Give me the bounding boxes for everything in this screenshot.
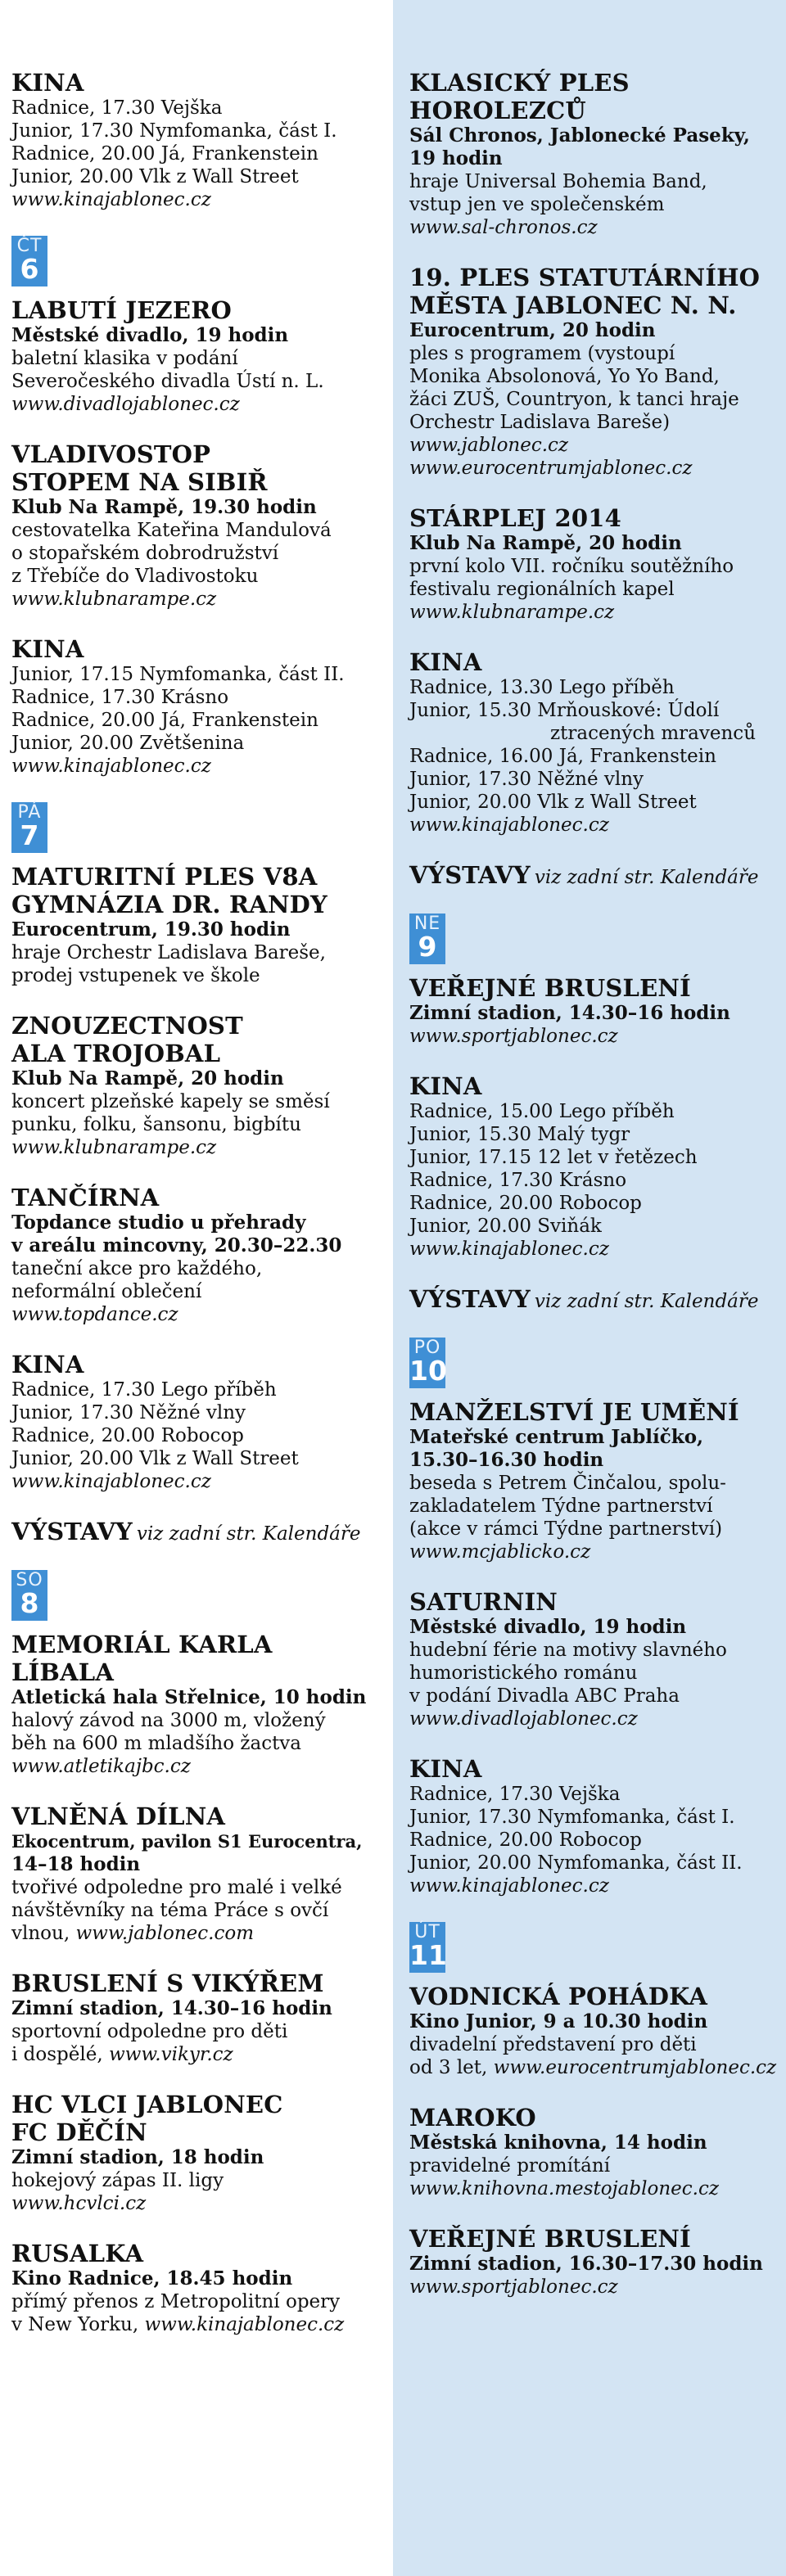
event-title: FC DĚČÍN: [11, 2118, 147, 2146]
event-line: cestovatelka Kateřina Mandulová: [11, 520, 332, 541]
vystavy-reference: viz zadní str. Kalendáře: [534, 1291, 759, 1312]
event-line: [11, 2043, 382, 2066]
event-verejne-brusleni-11: [409, 2225, 778, 2299]
event-venue: Kino Junior, 9 a 10.30 hodin: [409, 2010, 708, 2032]
vystavy-title: VÝSTAVY: [409, 1285, 531, 1313]
event-url-link[interactable]: www.sportjablonec.cz: [409, 1026, 618, 1047]
event-line: koncert plzeňské kapely se směsí: [11, 1091, 330, 1112]
event-line: přímý přenos z Metropolitní opery: [11, 2291, 341, 2312]
event-title: ALA TROJOBAL: [11, 1040, 221, 1067]
date-weekday: PO: [413, 1338, 441, 1358]
event-line: divadelní představení pro děti: [409, 2034, 697, 2055]
event-line: [11, 1922, 382, 1945]
event-line: běh na 600 m mladšího žactva: [11, 1733, 302, 1754]
event-url-link[interactable]: www.divadlojablonec.cz: [11, 394, 240, 415]
event-klasicky-ples: [409, 69, 778, 239]
event-title: MATURITNÍ PLES V8A: [11, 863, 318, 891]
event-line: žáci ZUŠ, Countryon, k tanci hraje: [409, 389, 739, 410]
event-line: z Třebíče do Vladivostoku: [11, 566, 259, 587]
event-rusalka: [11, 2240, 382, 2336]
event-venue: Mateřské centrum Jablíčko,: [409, 1426, 704, 1448]
event-line: Radnice, 17.30 Krásno: [11, 687, 229, 708]
event-title: MAROKO: [409, 2104, 536, 2132]
event-title: GYMNÁZIA DR. RANDY: [11, 891, 328, 918]
event-znouzectnost: [11, 1012, 382, 1159]
event-title: 19. PLES STATUTÁRNÍHO: [409, 264, 761, 291]
event-venue: Eurocentrum, 19.30 hodin: [11, 918, 291, 941]
event-line: Radnice, 20.00 Robocop: [409, 1829, 642, 1851]
date-day: 6: [20, 253, 39, 285]
date-day: 11: [409, 1939, 447, 1971]
event-url-link[interactable]: www.kinajablonec.cz: [409, 1238, 609, 1260]
event-title: HOROLEZCŮ: [409, 97, 586, 124]
event-line: hokejový zápas II. ligy: [11, 2170, 224, 2191]
event-venue: Městská knihovna, 14 hodin: [409, 2132, 707, 2154]
date-badge-9: [409, 914, 445, 964]
event-title: LABUTÍ JEZERO: [11, 296, 232, 324]
event-kina-9: [409, 1072, 778, 1261]
event-line: Junior, 17.15 Nymfomanka, část II.: [11, 664, 345, 685]
event-line: Junior, 17.15 12 let v řetězech: [409, 1147, 698, 1168]
event-venue: Topdance studio u přehrady: [11, 1211, 306, 1234]
event-url-link[interactable]: www.kinajablonec.cz: [11, 756, 211, 777]
event-title: KINA: [409, 648, 482, 676]
event-line: [11, 2313, 382, 2336]
event-line: ples s programem (vystoupí: [409, 343, 675, 364]
date-weekday: NE: [413, 914, 441, 934]
event-title: KINA: [11, 635, 84, 663]
event-kina-6: [11, 635, 382, 778]
event-line: Radnice, 17.30 Lego příběh: [11, 1379, 277, 1401]
event-memorial: [11, 1631, 382, 1778]
event-line: Junior, 15.30 Malý tygr: [409, 1124, 630, 1145]
event-line: Radnice, 20.00 Robocop: [11, 1425, 244, 1446]
event-brusleni-vikyr: [11, 1969, 382, 2066]
event-venue: Klub Na Rampě, 20 hodin: [409, 532, 682, 554]
event-venue: Klub Na Rampě, 20 hodin: [11, 1067, 284, 1089]
event-line: Junior, 20.00 Vlk z Wall Street: [11, 1448, 299, 1469]
date-badge-10: [409, 1338, 445, 1388]
event-vlnena-dilna: [11, 1802, 382, 1945]
vystavy-title: VÝSTAVY: [409, 861, 531, 889]
date-day: 10: [409, 1355, 447, 1387]
event-url-link[interactable]: www.eurocentrumjablonec.cz: [409, 458, 693, 479]
event-url-link[interactable]: www.vikyr.cz: [108, 2044, 233, 2065]
event-url-link[interactable]: www.klubnarampe.cz: [11, 1137, 217, 1158]
event-line: prodej vstupenek ve škole: [11, 965, 260, 986]
vystavy-note-7: [11, 1518, 382, 1545]
event-kina-8: [409, 648, 778, 837]
event-title: STOPEM NA SIBIŘ: [11, 468, 268, 496]
event-maroko: [409, 2104, 778, 2200]
event-line: Severočeského divadla Ústí n. L.: [11, 371, 324, 392]
event-title: RUSALKA: [11, 2240, 144, 2267]
event-url-link[interactable]: www.knihovna.mestojablonec.cz: [409, 2178, 719, 2199]
event-line: Junior, 17.30 Něžné vlny: [11, 1402, 246, 1423]
event-title: BRUSLENÍ S VIKÝŘEM: [11, 1969, 324, 1997]
event-title: MĚSTA JABLONEC N. N.: [409, 291, 737, 319]
event-line: zakladatelem Týdne partnerství: [409, 1496, 713, 1517]
event-venue: 14–18 hodin: [11, 1853, 141, 1875]
event-title: SATURNIN: [409, 1588, 558, 1616]
event-kina-7: [11, 1351, 382, 1493]
event-line: Radnice, 13.30 Lego příběh: [409, 677, 675, 698]
event-venue: 19 hodin: [409, 147, 503, 169]
event-line: první kolo VII. ročníku soutěžního: [409, 556, 734, 577]
event-url-link[interactable]: www.topdance.cz: [11, 1304, 178, 1325]
event-line: Radnice, 17.30 Vejška: [11, 97, 223, 119]
event-url-link[interactable]: www.sportjablonec.cz: [409, 2276, 618, 2298]
date-day: 7: [20, 819, 39, 851]
event-title: MANŽELSTVÍ JE UMĚNÍ: [409, 1398, 739, 1426]
event-title: KINA: [11, 1351, 84, 1378]
event-url-link[interactable]: www.mcjablicko.cz: [409, 1541, 591, 1563]
vystavy-note-9: [409, 1285, 778, 1313]
event-title: KINA: [11, 69, 84, 97]
event-line: neformální oblečení: [11, 1281, 202, 1302]
event-line: vstup jen ve společenském: [409, 194, 665, 215]
date-badge-11: [409, 1922, 445, 1973]
event-line: Junior, 17.30 Nymfomanka, část I.: [409, 1807, 735, 1828]
event-line-text: v New Yorku,: [11, 2314, 139, 2335]
event-line: pravidelné promítání: [409, 2155, 611, 2177]
event-title: HC VLCI JABLONEC: [11, 2091, 283, 2118]
event-line: hraje Universal Bohemia Band,: [409, 171, 707, 192]
event-url-link[interactable]: www.kinajablonec.cz: [409, 814, 609, 836]
event-line-text: i dospělé,: [11, 2044, 103, 2065]
event-line: tvořivé odpoledne pro malé i velké: [11, 1877, 342, 1898]
event-line: Radnice, 17.30 Krásno: [409, 1170, 627, 1191]
date-weekday: ČT: [16, 236, 43, 256]
event-line: halový závod na 3000 m, vložený: [11, 1710, 326, 1731]
event-line: Orchestr Ladislava Bareše): [409, 412, 671, 433]
event-line: Junior, 20.00 Sviňák: [409, 1216, 602, 1237]
event-venue: Zimní stadion, 16.30–17.30 hodin: [409, 2253, 763, 2275]
event-title: TANČÍRNA: [11, 1184, 160, 1211]
event-title: VEŘEJNÉ BRUSLENÍ: [409, 974, 691, 1002]
event-venue: Ekocentrum, pavilon S1 Eurocentra,: [11, 1831, 363, 1852]
event-line: festivalu regionálních kapel: [409, 579, 675, 600]
event-kina-5: [11, 69, 382, 211]
event-line-text: vlnou,: [11, 1923, 70, 1944]
event-url-link[interactable]: www.jablonec.com: [75, 1923, 255, 1944]
event-line: Radnice, 20.00 Robocop: [409, 1193, 642, 1214]
event-hc-vlci: [11, 2091, 382, 2215]
event-line: ztracených mravenců: [550, 723, 757, 744]
date-badge-7: [11, 802, 47, 853]
event-url-link[interactable]: www.divadlojablonec.cz: [409, 1708, 638, 1730]
event-line: punku, folku, šansonu, bigbítu: [11, 1114, 301, 1135]
event-venue: Sál Chronos, Jablonecké Paseky,: [409, 124, 750, 147]
event-line: Radnice, 17.30 Vejška: [409, 1784, 621, 1805]
event-venue: Zimní stadion, 14.30–16 hodin: [409, 1002, 730, 1024]
event-manzelstvi: [409, 1398, 778, 1563]
event-line: [409, 2056, 778, 2079]
event-starplej: [409, 504, 778, 624]
event-line: Junior, 17.30 Nymfomanka, část I.: [11, 120, 337, 142]
date-badge-6: [11, 236, 47, 286]
vystavy-reference: viz zadní str. Kalendáře: [136, 1523, 361, 1545]
event-url-link[interactable]: www.klubnarampe.cz: [409, 602, 615, 623]
event-line: (akce v rámci Týdne partnerství): [409, 1518, 723, 1540]
event-line: Radnice, 20.00 Já, Frankenstein: [11, 143, 318, 165]
date-day: 8: [20, 1587, 39, 1619]
event-venue: 15.30–16.30 hodin: [409, 1449, 604, 1471]
event-kina-10: [409, 1755, 778, 1897]
event-line: humoristického románu: [409, 1662, 638, 1684]
event-url-link[interactable]: www.klubnarampe.cz: [11, 589, 217, 610]
date-day: 9: [418, 931, 437, 963]
vystavy-note-8: [409, 861, 778, 889]
event-url-link[interactable]: www.kinajablonec.cz: [144, 2314, 345, 2335]
event-line: v podání Divadla ABC Praha: [409, 1685, 680, 1707]
event-line: Radnice, 16.00 Já, Frankenstein: [409, 746, 716, 767]
event-url-link[interactable]: www.kinajablonec.cz: [11, 189, 211, 210]
event-verejne-brusleni-9: [409, 974, 778, 1048]
event-line: Radnice, 15.00 Lego příběh: [409, 1101, 675, 1122]
event-venue: Kino Radnice, 18.45 hodin: [11, 2267, 293, 2290]
event-url-link[interactable]: www.kinajablonec.cz: [409, 1875, 609, 1897]
event-line: Junior, 20.00 Vlk z Wall Street: [11, 166, 299, 187]
event-line: Radnice, 20.00 Já, Frankenstein: [11, 710, 318, 731]
vystavy-reference: viz zadní str. Kalendáře: [534, 867, 759, 888]
event-venue: Klub Na Rampě, 19.30 hodin: [11, 496, 317, 518]
event-title: KINA: [409, 1072, 482, 1100]
event-title: STÁRPLEJ 2014: [409, 504, 621, 532]
event-url-link[interactable]: www.atletikajbc.cz: [11, 1756, 191, 1777]
event-venue: Městské divadlo, 19 hodin: [409, 1616, 687, 1638]
date-weekday: ÚT: [414, 1922, 440, 1942]
event-title: VLADIVOSTOP: [11, 440, 211, 468]
event-url-link[interactable]: www.kinajablonec.cz: [11, 1471, 211, 1492]
event-vodnicka-pohadka: [409, 1983, 778, 2079]
event-title: MEMORIÁL KARLA LÍBALA: [11, 1631, 273, 1686]
event-maturitni-ples: [11, 863, 382, 987]
event-venue: Zimní stadion, 18 hodin: [11, 2146, 264, 2168]
event-line: Junior, 20.00 Nymfomanka, část II.: [409, 1852, 743, 1874]
event-line: taneční akce pro každého,: [11, 1258, 263, 1279]
vystavy-title: VÝSTAVY: [11, 1518, 133, 1545]
event-line: návštěvníky na téma Práce s ovčí: [11, 1900, 329, 1921]
event-url-link[interactable]: www.sal-chronos.cz: [409, 217, 598, 238]
event-ples-statutarniho: [409, 264, 778, 480]
event-line: o stopařském dobrodružství: [11, 543, 279, 564]
event-line: hudební férie na motivy slavného: [409, 1640, 727, 1661]
event-saturnin: [409, 1588, 778, 1730]
date-weekday: SO: [16, 1570, 43, 1590]
event-line: hraje Orchestr Ladislava Bareše,: [11, 942, 326, 963]
event-title: ZNOUZECTNOST: [11, 1012, 243, 1040]
event-line: Junior, 20.00 Vlk z Wall Street: [409, 792, 697, 813]
event-venue: Zimní stadion, 14.30–16 hodin: [11, 1997, 332, 2019]
event-venue: Atletická hala Střelnice, 10 hodin: [11, 1686, 367, 1708]
event-title: VEŘEJNÉ BRUSLENÍ: [409, 2225, 691, 2253]
event-vladivostop: [11, 440, 382, 611]
event-title: KINA: [409, 1755, 482, 1783]
event-url-link[interactable]: www.hcvlci.cz: [11, 2193, 147, 2214]
event-tancirna: [11, 1184, 382, 1326]
right-column: [393, 0, 786, 2576]
event-url-link[interactable]: www.jablonec.cz: [409, 435, 569, 456]
date-weekday: PÁ: [17, 802, 42, 823]
event-line: sportovní odpoledne pro děti: [11, 2021, 288, 2042]
event-labuti-jezero: [11, 296, 382, 416]
event-url-link[interactable]: www.eurocentrumjablonec.cz: [493, 2057, 777, 2078]
event-line: baletní klasika v podání: [11, 348, 238, 369]
event-venue: v areálu mincovny, 20.30–22.30: [11, 1234, 342, 1256]
event-line: Junior, 20.00 Zvětšenina: [11, 733, 245, 754]
event-title: VODNICKÁ POHÁDKA: [409, 1983, 708, 2010]
event-title: KLASICKÝ PLES: [409, 69, 630, 97]
event-venue: Městské divadlo, 19 hodin: [11, 324, 289, 346]
event-title: VLNĚNÁ DÍLNA: [11, 1802, 226, 1830]
date-badge-8: [11, 1570, 47, 1621]
event-line: Monika Absolonová, Yo Yo Band,: [409, 366, 720, 387]
event-line-text: od 3 let,: [409, 2057, 488, 2078]
event-venue: Eurocentrum, 20 hodin: [409, 319, 656, 341]
event-line: beseda s Petrem Činčalou, spolu-: [409, 1473, 726, 1494]
event-line: Junior, 17.30 Něžné vlny: [409, 769, 644, 790]
event-line: Junior, 15.30 Mrňouskové: Údolí: [409, 700, 720, 721]
